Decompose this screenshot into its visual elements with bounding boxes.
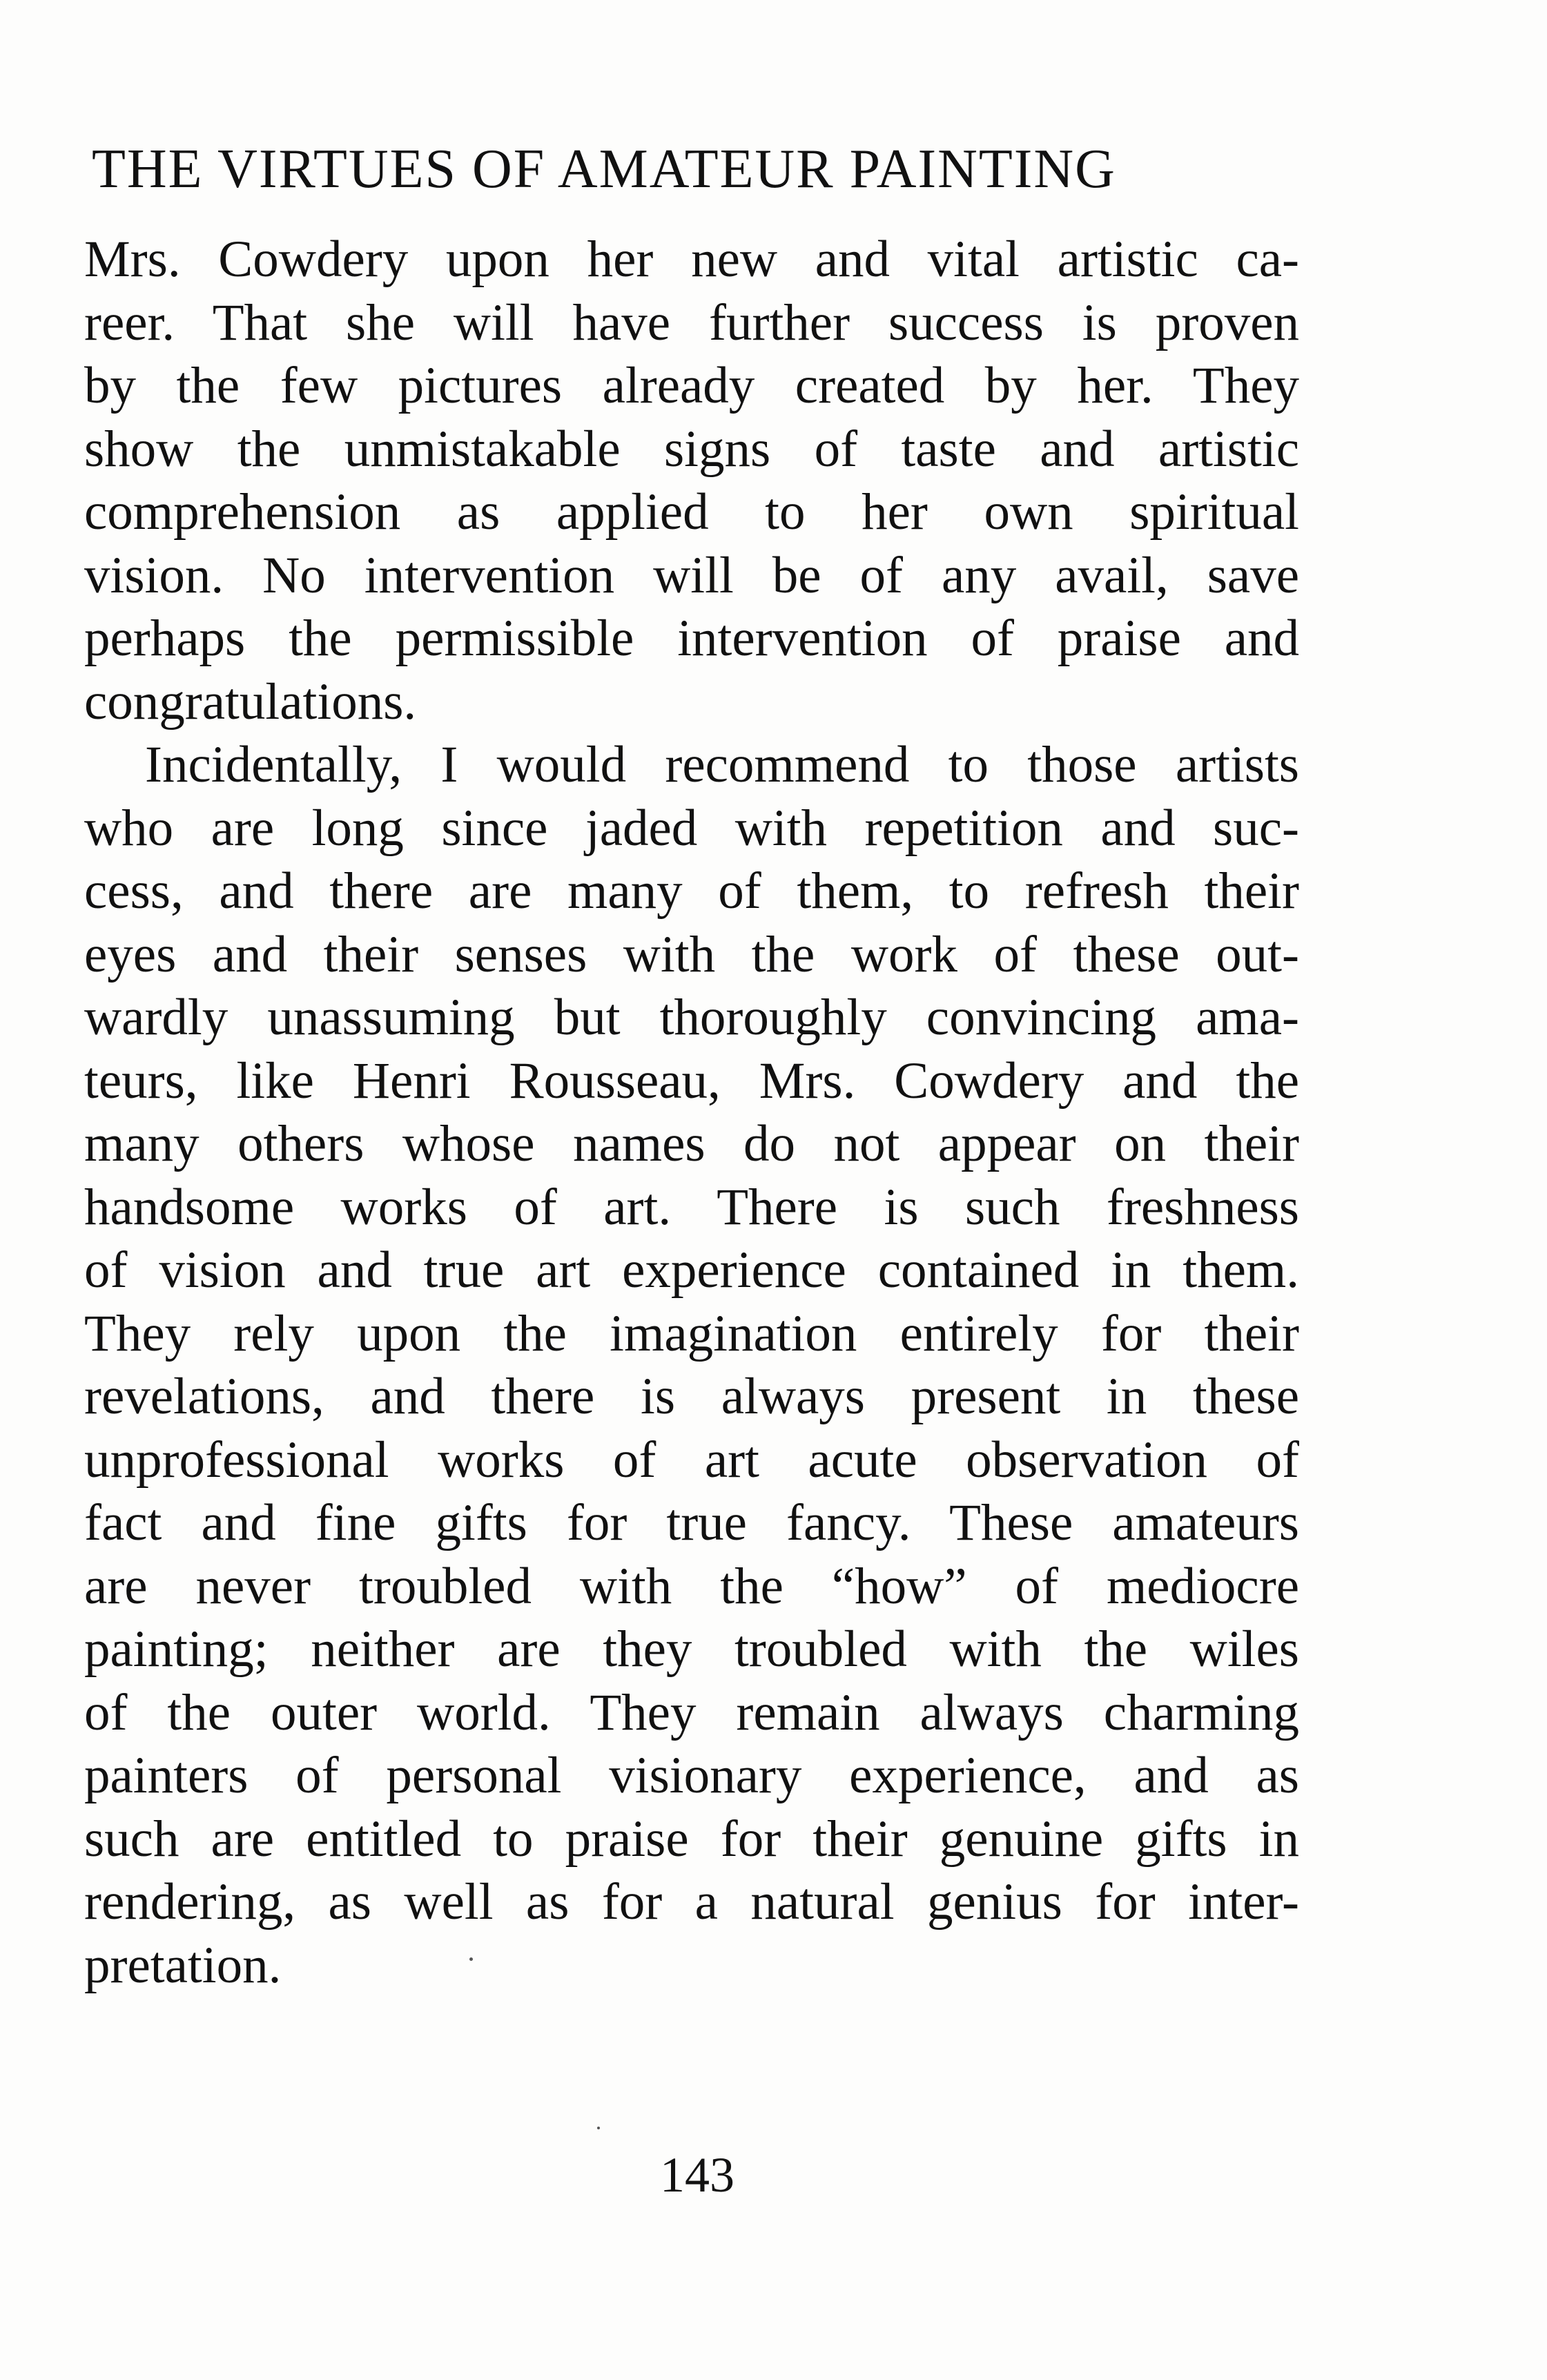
paragraph-1	[84, 228, 1299, 733]
text-line: Mrs. Cowdery upon her new and vital artistic ca-	[84, 231, 1299, 288]
text-line: handsome works of art. There is such freshness	[84, 1178, 1299, 1236]
text-line: painting; neither are they troubled with the wiles	[84, 1620, 1299, 1678]
text-line: teurs, like Henri Rousseau, Mrs. Cowdery and the	[84, 1052, 1299, 1110]
paragraph-2	[84, 733, 1299, 1997]
text-line: cess, and there are many of them, to refresh their	[84, 862, 1299, 920]
text-line: pretation.	[84, 1936, 282, 1994]
text-line: They rely upon the imagination entirely for their	[84, 1304, 1299, 1362]
text-line: eyes and their senses with the work of these out-	[84, 925, 1299, 983]
text-line: who are long since jaded with repetition and suc-	[84, 799, 1299, 857]
text-line: vision. No intervention will be of any avail, save	[84, 546, 1299, 604]
text-line: rendering, as well as for a natural genius for inter-	[84, 1873, 1299, 1931]
text-line: unprofessional works of art acute observation of	[84, 1431, 1299, 1489]
text-line: such are entitled to praise for their genuine gifts in	[84, 1810, 1299, 1868]
ink-speck	[469, 1957, 473, 1961]
body-text	[84, 228, 1299, 1997]
text-line: comprehension as applied to her own spiritual	[84, 483, 1299, 541]
text-line: Incidentally, I would recommend to those artists	[145, 736, 1299, 793]
text-line: wardly unassuming but thoroughly convincing ama-	[84, 989, 1299, 1046]
text-line: reer. That she will have further success is proven	[84, 293, 1299, 351]
ink-speck	[597, 2127, 600, 2129]
text-line: show the unmistakable signs of taste and artistic	[84, 420, 1299, 478]
text-line: fact and fine gifts for true fancy. These amateurs	[84, 1494, 1299, 1551]
text-line: perhaps the permissible intervention of praise and	[84, 610, 1299, 667]
text-line: revelations, and there is always present in these	[84, 1368, 1299, 1425]
running-head: THE VIRTUES OF AMATEUR PAINTING	[92, 139, 1116, 200]
text-line: of vision and true art experience contained in them.	[84, 1241, 1299, 1299]
text-line: of the outer world. They remain always charming	[84, 1683, 1299, 1741]
text-line: are never troubled with the “how” of mediocre	[84, 1557, 1299, 1615]
page-number: 143	[660, 2147, 734, 2203]
text-line: by the few pictures already created by her. They	[84, 357, 1299, 414]
text-line: painters of personal visionary experience, and as	[84, 1747, 1299, 1804]
text-line: congratulations.	[84, 673, 417, 731]
text-line: many others whose names do not appear on their	[84, 1115, 1299, 1172]
